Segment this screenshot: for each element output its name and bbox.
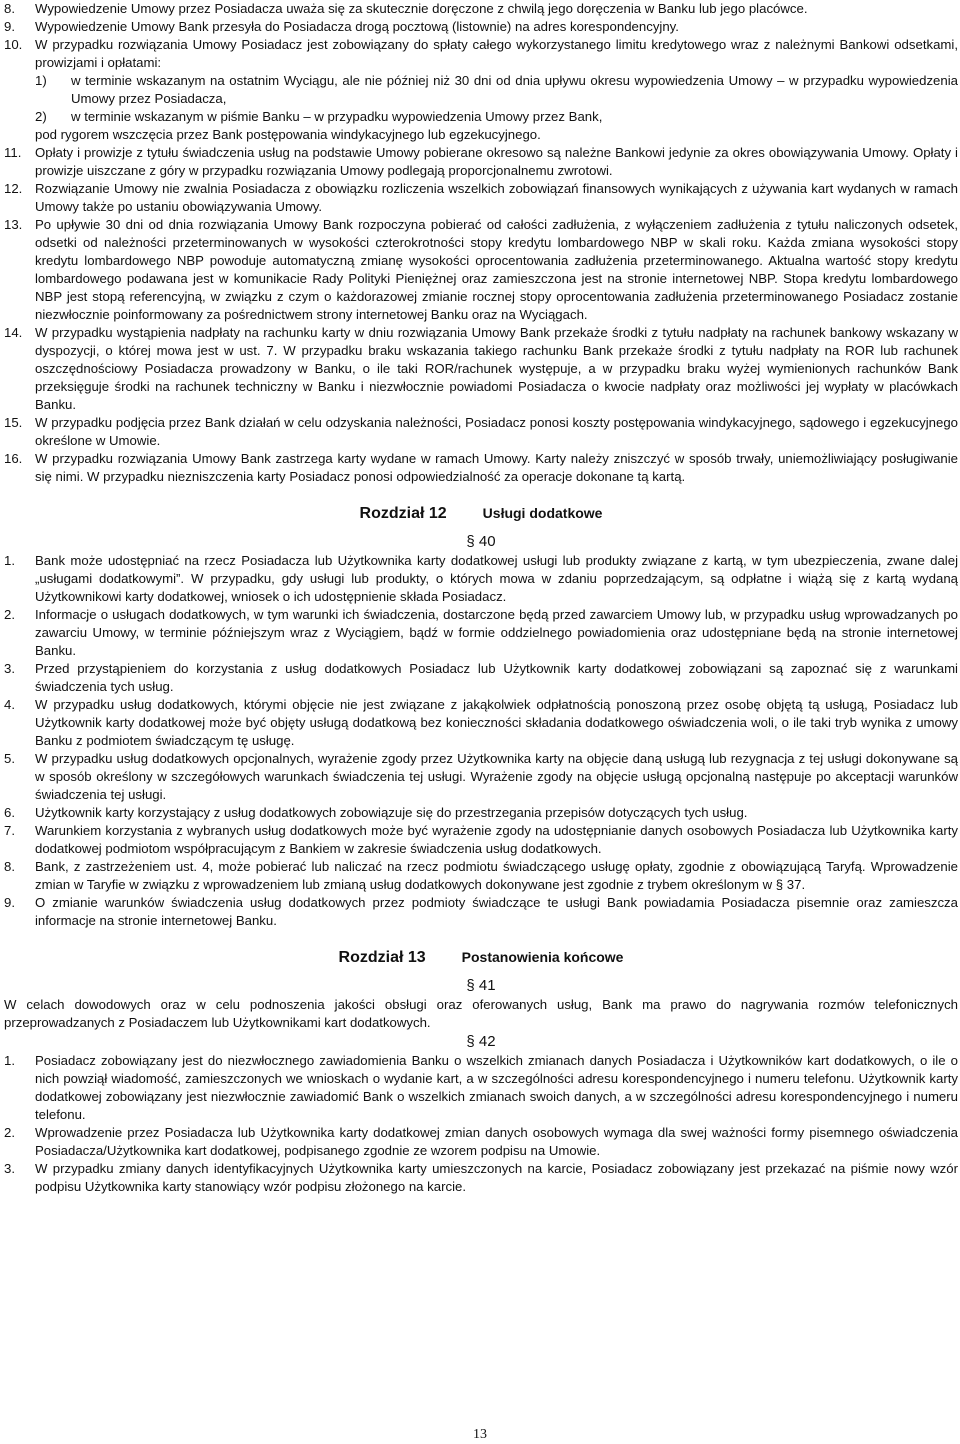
- list-item: [4, 1124, 958, 1160]
- item-number: 5.: [4, 751, 15, 766]
- list-item: [4, 858, 958, 894]
- list-item: [4, 552, 958, 606]
- list-item: [4, 450, 958, 486]
- sublist-number: 1): [35, 73, 47, 88]
- item-text: W przypadku podjęcia przez Bank działań w celu odzyskania należności, Posiadacz ponosi koszty postępowania windykacyjnego, sądowego i egzekucyjnego określone w Umowie.: [35, 415, 958, 448]
- item-number: 2.: [4, 1125, 15, 1140]
- item-number: 8.: [4, 859, 15, 874]
- item-text: Przed przystąpieniem do korzystania z usług dodatkowych Posiadacz lub Użytkownik karty dodatkowej zobowiązani są zapoznać się z warunkami świadczenia tych usług.: [35, 661, 958, 694]
- item-number: 13.: [4, 217, 23, 232]
- item-number: 9.: [4, 895, 15, 910]
- item-number: 4.: [4, 697, 15, 712]
- list-item: [4, 894, 958, 930]
- item-number: 9.: [4, 19, 15, 34]
- item-text: W przypadku usług dodatkowych opcjonalnych, wyrażenie zgody przez Użytkownika karty na objęcie daną usługą lub rezygnacja z tej usługi dokonywane są w sposób określony w szczegółowych warunkach świadczenia tej usługi. Wyrażenie zgody na objęcie usługą opcjonalną następuje po akceptacji warunków świadczenia tej usługi.: [35, 751, 958, 802]
- paragraph-text: W celach dowodowych oraz w celu podnoszenia jakości obsługi oraz oferowanych usług, Bank ma prawo do nagrywania rozmów telefonicznych przeprowadzanych z Posiadaczem lub Użytkownikami kart dodatkowych.: [4, 997, 958, 1030]
- item-number: 8.: [4, 1, 15, 16]
- page-number: 13: [473, 1427, 487, 1442]
- item-text: Wypowiedzenie Umowy przez Posiadacza uważa się za skutecznie doręczone z chwilą jego doręczenia w Banku lub jego placówce.: [35, 1, 808, 16]
- list-item: [4, 324, 958, 414]
- chapter-heading: [4, 504, 958, 526]
- sublist-number: 2): [35, 109, 47, 124]
- document-page: [4, 0, 958, 1196]
- item-text: Informacje o usługach dodatkowych, w tym warunki ich świadczenia, dostarczone będą przed zawarciem Umowy lub, w przypadku usług wprowadzanych po zawarciu Umowy, w terminie późniejszym wraz z Wyciągiem, bądź w formie oddzielnego powiadomienia oraz udostępniane będą na stronie internetowej Banku.: [35, 607, 958, 658]
- item-text: Opłaty i prowizje z tytułu świadczenia usług na podstawie Umowy pobierane okresowo są należne Bankowi jedynie za okres obowiązywania Umowy. Opłaty i prowizje uiszczane z góry w przypadku rozwiązania Umowy podlegają proporcjonalnemu zwrotowi.: [35, 145, 958, 178]
- paragraph-sign: § 42: [466, 1033, 496, 1050]
- list-item: [4, 414, 958, 450]
- item-text: Warunkiem korzystania z wybranych usług dodatkowych może być wyrażenie zgody na udostępnianie danych osobowych Posiadacza lub Użytkownika karty dodatkowej podmiotom współpracującym z Bankiem w zakresie świadczenia usług dodatkowych.: [35, 823, 958, 856]
- item-text: W przypadku rozwiązania Umowy Bank zastrzega karty wydane w ramach Umowy. Karty należy zniszczyć w sposób trwały, uniemożliwiający posługiwanie się nimi. W przypadku niezniszczenia karty Posiadacz ponosi odpowiedzialność za operacje dokonane tą kartą.: [35, 451, 958, 484]
- section-final-provisions: [4, 1052, 958, 1196]
- item-text: Po upływie 30 dni od dnia rozwiązania Umowy Bank rozpoczyna pobierać od całości zadłużenia, z wyłączeniem zadłużenia z tytułu naliczonych odsetek, odsetki od należności przeterminowanych w wysokości czterokrotności stopy kredytu lombardowego NBP w skali roku. Każda zmiana wysokości stopy kredytu lombardowego NBP powoduje automatyczną zmianę wysokości oprocentowania zadłużenia przeterminowanego. Aktualna wartość stopy kredytu lombardowego podawana jest w komunikacie Rady Polityki Pieniężnej oraz zamieszczona jest na stronie internetowej NBP. Stopa kredytu lombardowego NBP jest stopą referencyjną, w związku z czym o każdorazowej zmianie rocznej stopy oprocentowania zadłużenia przeterminowanego Posiadacz zostanie niezwłocznie poinformowany za pośrednictwem strony internetowej Banku oraz na Wyciągach.: [35, 217, 958, 322]
- item-text: W przypadku usług dodatkowych, którymi objęcie nie jest związane z jakąkolwiek odpłatnością ponoszoną przez osobę objętą tą usługą, Posiadacz lub Użytkownik karty dodatkowej może być objęty usługą dodatkową bez konieczności składania dodatkowego oświadczenia woli, o ile taki tryb wynika z umowy Banku z podmiotem świadczącym tę usługę.: [35, 697, 958, 748]
- item-number: 10.: [4, 37, 23, 52]
- item-text: Bank może udostępniać na rzecz Posiadacza lub Użytkownika karty dodatkowej usługi lub produkty związane z kartą, w tym ubezpieczenia, zwane dalej „usługami dodatkowymi”. W przypadku, gdy usługi lub produkty, o których mowa w zdaniu poprzedzającym, są odpłatne i wiążą się z kartą wydaną Użytkownikowi karty dodatkowej, wniosek o ich udostępnienie składa Posiadacz.: [35, 553, 958, 604]
- sublist-item: [35, 108, 958, 126]
- list-item: [4, 18, 958, 36]
- item-number: 1.: [4, 553, 15, 568]
- list-item: [4, 216, 958, 324]
- section-additional-services: [4, 552, 958, 930]
- item-text: Wprowadzenie przez Posiadacza lub Użytkownika karty dodatkowej zmian danych osobowych wymaga dla swej ważności formy pisemnego oświadczenia Posiadacza/Użytkownika kart dodatkowej, podpisanego zgodnie ze wzorem podpisu na Umowie.: [35, 1125, 958, 1158]
- chapter-title: Usługi dodatkowe: [482, 505, 603, 521]
- list-item: [4, 144, 958, 180]
- item-number: 12.: [4, 181, 23, 196]
- list-item: [4, 696, 958, 750]
- sublist-text: w terminie wskazanym na ostatnim Wyciągu, ale nie później niż 30 dni od dnia upływu okresu wypowiedzenia Umowy – w przypadku wypowiedzenia Umowy przez Posiadacza,: [71, 73, 958, 106]
- item-text: O zmianie warunków świadczenia usług dodatkowych przez podmioty świadczące te usługi Bank powiadamia Posiadacza pisemnie oraz zamieszcza informacje na stronie internetowej Banku.: [35, 895, 958, 928]
- paragraph-sign: § 40: [466, 533, 496, 550]
- list-item: [4, 822, 958, 858]
- item-text: Bank, z zastrzeżeniem ust. 4, może pobierać lub naliczać na rzecz podmiotu świadczącego usługę opłaty, zgodnie z obowiązującą Taryfą. Wprowadzenie zmian w Taryfie w związku z wprowadzeniem lub zmianą usług dodatkowych dokonywane jest zgodnie z trybem określonym w § 37.: [35, 859, 958, 892]
- item-number: 1.: [4, 1053, 15, 1068]
- sublist-text: w terminie wskazanym w piśmie Banku – w przypadku wypowiedzenia Umowy przez Bank,: [71, 109, 603, 124]
- item-text: Posiadacz zobowiązany jest do niezwłocznego zawiadomienia Banku o wszelkich zmianach danych Posiadacza i Użytkowników kart dodatkowych, o ile o nich powziął wiadomość, zamieszczonych we wnioskach o wydanie kart, a w szczególności adresu korespondencyjnego i numeru telefonu. Użytkownik karty dodatkowej zobowiązany jest niezwłocznie zawiadomić Bank o wszelkich zmianach swoich danych, a w szczególności adresu korespondencyjnego i numeru telefonu.: [35, 1053, 958, 1122]
- list-item: [4, 36, 958, 72]
- item-number: 3.: [4, 661, 15, 676]
- item-number: 2.: [4, 607, 15, 622]
- item-number: 7.: [4, 823, 15, 838]
- list-item: [4, 606, 958, 660]
- item-text: Rozwiązanie Umowy nie zwalnia Posiadacza z obowiązku rozliczenia wszelkich zobowiązań finansowych wynikających z używania kart wydanych w ramach Umowy także po ustaniu obowiązywania Umowy.: [35, 181, 958, 214]
- item-number: 11.: [4, 145, 22, 160]
- list-item: [4, 1160, 958, 1196]
- list-item: [4, 0, 958, 18]
- chapter-number: Rozdział 13: [338, 949, 426, 966]
- chapter-number: Rozdział 12: [359, 505, 447, 522]
- item-number: 14.: [4, 325, 23, 340]
- item-tail-text: pod rygorem wszczęcia przez Bank postępowania windykacyjnego lub egzekucyjnego.: [35, 127, 541, 142]
- sublist: [4, 72, 958, 144]
- list-item: [4, 1052, 958, 1124]
- chapter-title: Postanowienia końcowe: [461, 949, 624, 965]
- item-text: Wypowiedzenie Umowy Bank przesyła do Posiadacza drogą pocztową (listownie) na adres korespondencyjny.: [35, 19, 679, 34]
- item-text: W przypadku zmiany danych identyfikacyjnych Użytkownika karty umieszczonych na karcie, Posiadacz zobowiązany jest przekazać na piśmie nowy wzór podpisu Użytkownika karty stanowiący wzór podpisu złożonego na karcie.: [35, 1161, 958, 1194]
- list-item: [4, 750, 958, 804]
- list-item: [4, 660, 958, 696]
- list-item: [4, 180, 958, 216]
- item-text: W przypadku rozwiązania Umowy Posiadacz jest zobowiązany do spłaty całego wykorzystanego limitu kredytowego wraz z należnymi Bankowi odsetkami, prowizjami i opłatami:: [35, 37, 958, 70]
- paragraph-sign: § 41: [466, 977, 496, 994]
- section-termination: [4, 0, 958, 486]
- item-number: 3.: [4, 1161, 15, 1176]
- item-text: W przypadku wystąpienia nadpłaty na rachunku karty w dniu rozwiązania Umowy Bank przekaże środki z tytułu nadpłaty na rachunek bankowy wskazany w dyspozycji, o której mowa jest w ust. 7. W przypadku braku wskazania takiego rachunku Bank przekaże środki z tytułu nadpłaty na ROR lub rachunek oszczędnościowy Posiadacza prowadzony w Banku, o ile taki ROR/rachunek występuje, a w przypadku braku wyżej wymienionych rachunków Bank przeksięguje środki na rachunek techniczny w Banku i niezwłocznie powiadomi Posiadacza o kwocie nadpłaty oraz możliwości jej wypłaty w placówkach Banku.: [35, 325, 958, 412]
- item-text: Użytkownik karty korzystający z usług dodatkowych zobowiązuje się do przestrzegania przepisów dotyczących tych usług.: [35, 805, 748, 820]
- chapter-heading: [4, 948, 958, 970]
- item-number: 6.: [4, 805, 15, 820]
- item-number: 16.: [4, 451, 23, 466]
- item-number: 15.: [4, 415, 23, 430]
- sublist-item: [35, 72, 958, 108]
- list-item: [4, 804, 958, 822]
